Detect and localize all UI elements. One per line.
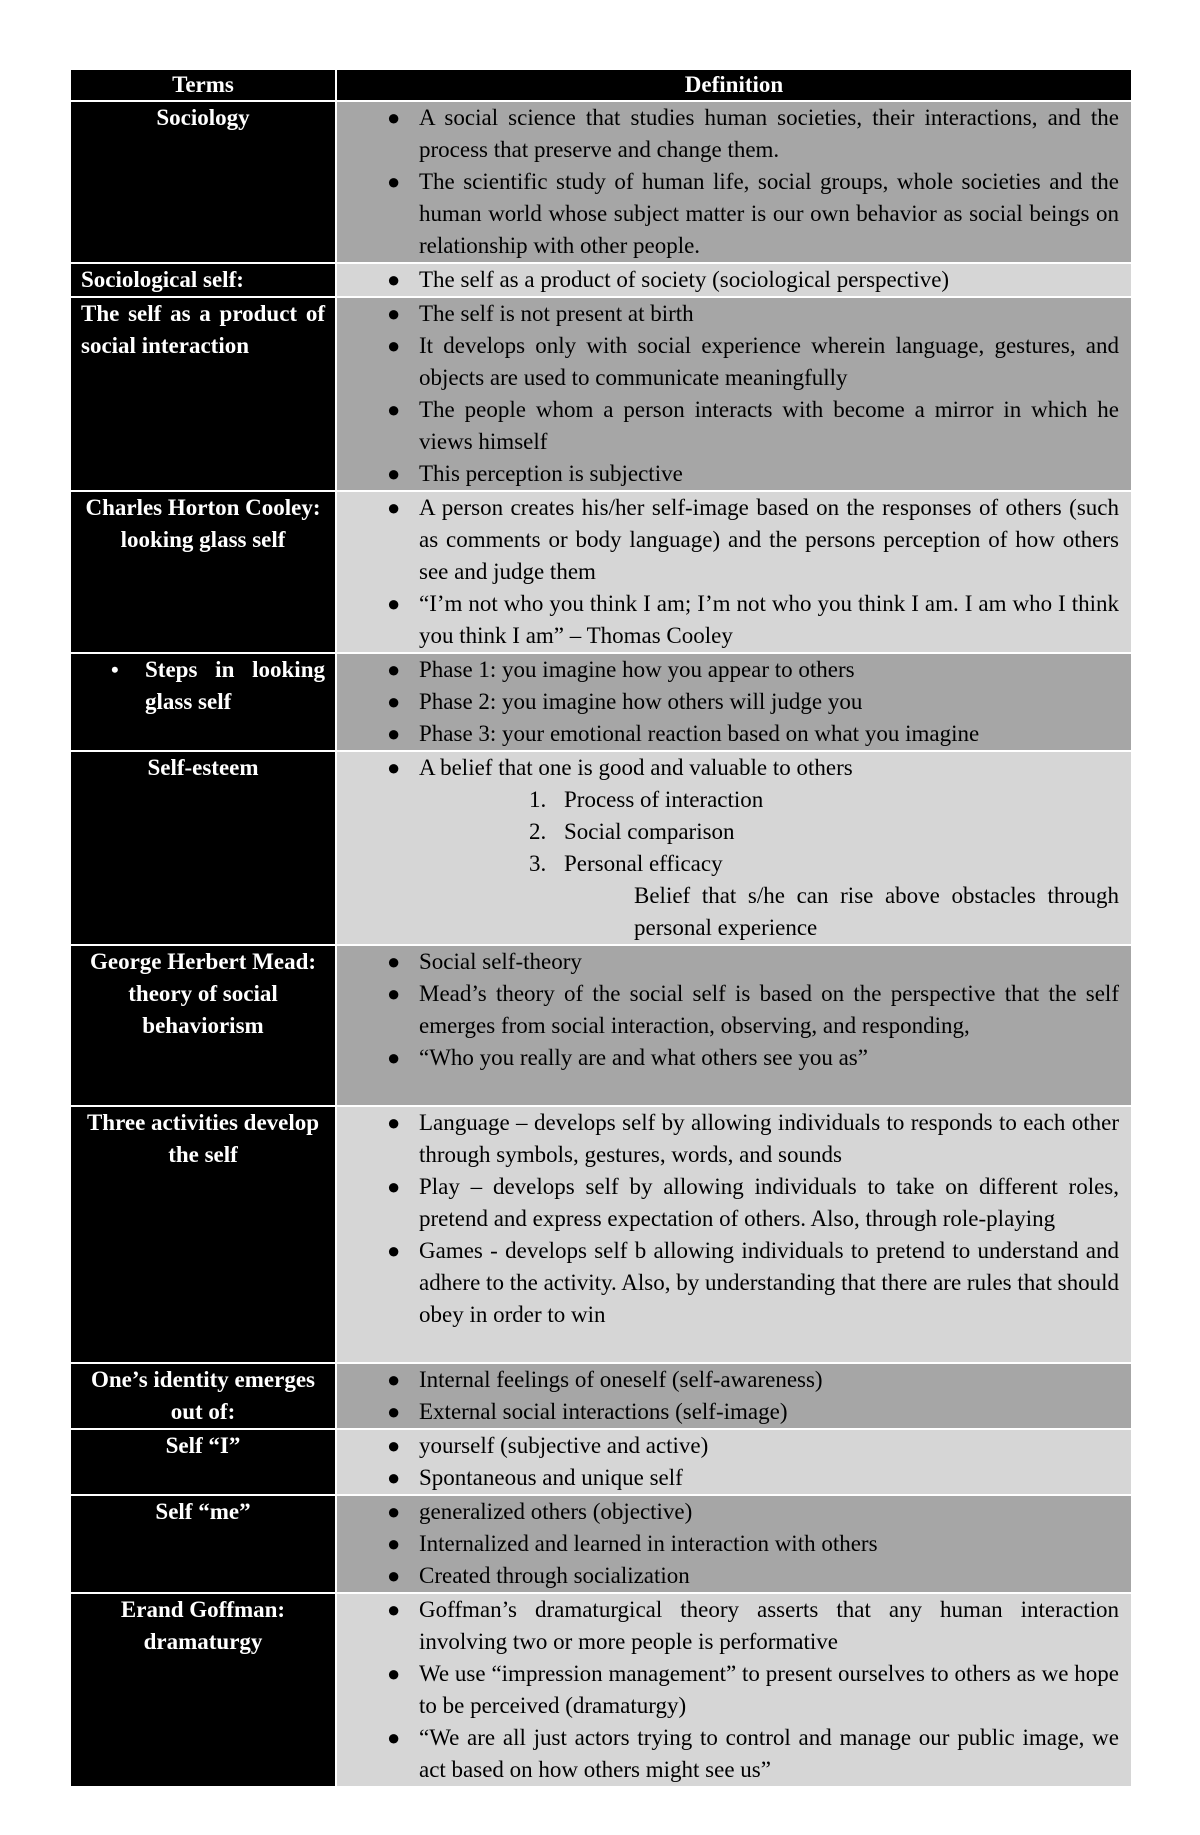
table-row (71, 263, 1131, 297)
bullet-icon: ● (387, 981, 401, 1006)
bullet-text: Phase 2: you imagine how others will judge you (419, 689, 863, 714)
bullet-text: The self as a product of society (sociological perspective) (419, 267, 950, 292)
bullet-text: A social science that studies human societies, their interactions, and the process that preserve and change them. (419, 105, 1119, 162)
definition-bullet (349, 654, 1119, 686)
definition-bullet (349, 1042, 1119, 1074)
header-definition: Definition (336, 70, 1131, 101)
definition-bullet (349, 1462, 1119, 1494)
bullet-icon: ● (387, 1045, 401, 1070)
bullet-icon: ● (387, 495, 401, 520)
definition-bullet (349, 1107, 1119, 1171)
bullet-icon: ● (387, 333, 401, 358)
bullet-text: A person creates his/her self-image based on the responses of others (such as comments or body language) and the persons perception of how others see and judge them (419, 495, 1119, 584)
definition-bullet (349, 298, 1119, 330)
table-row (71, 1593, 1131, 1787)
bullet-icon: ● (387, 721, 401, 746)
bullet-icon: ● (387, 1238, 401, 1263)
definition-bullet (349, 718, 1119, 750)
header-row (71, 70, 1131, 101)
bullet-icon: ● (387, 591, 401, 616)
bullet-text: The scientific study of human life, social groups, whole societies and the human world whose subject matter is our own behavior as social beings on relationship with other people. (419, 169, 1119, 258)
item-number: 1. (529, 787, 547, 812)
bullet-icon: ● (387, 397, 401, 422)
definition-bullet (349, 1560, 1119, 1592)
definition-cell (336, 1495, 1131, 1593)
term-cell (71, 297, 336, 491)
definition-bullet (349, 946, 1119, 978)
item-number: 3. (529, 851, 547, 876)
bullet-text: “Who you really are and what others see you as” (419, 1045, 868, 1070)
bullet-text: “I’m not who you think I am; I’m not who you think I am. I am who I think you think I am” – Thomas Cooley (419, 591, 1119, 648)
definition-bullet (349, 458, 1119, 490)
term-cell: Self “I” (71, 1429, 336, 1495)
bullet-text: Language – develops self by allowing individuals to responds to each other through symbols, gestures, words, and sounds (419, 1110, 1119, 1167)
term-cell: George Herbert Mead: theory of social behaviorism (71, 945, 336, 1106)
term-cell: Self-esteem (71, 751, 336, 945)
bullet-icon: ● (387, 755, 401, 780)
definition-bullet (349, 588, 1119, 652)
term-cell: One’s identity emerges out of: (71, 1363, 336, 1429)
term-cell: Erand Goffman: dramaturgy (71, 1593, 336, 1787)
definition-bullet (349, 1396, 1119, 1428)
table-row (71, 491, 1131, 653)
definition-cell (336, 297, 1131, 491)
item-text: Process of interaction (564, 787, 764, 812)
numbered-item (349, 816, 1119, 848)
definition-cell (336, 263, 1131, 297)
term-cell: Three activities develop the self (71, 1106, 336, 1363)
bullet-icon: ● (387, 1399, 401, 1424)
definition-bullet (349, 492, 1119, 588)
bullet-text: “We are all just actors trying to control and manage our public image, we act based on how others might see us” (419, 1725, 1119, 1782)
term-cell: Sociology (71, 101, 336, 263)
numbered-item (349, 784, 1119, 816)
bullet-text: Phase 1: you imagine how you appear to others (419, 657, 855, 682)
definition-bullet (349, 330, 1119, 394)
definition-cell (336, 1429, 1131, 1495)
definition-cell (336, 1363, 1131, 1429)
bullet-text: Created through socialization (419, 1563, 690, 1588)
bullet-icon: ● (387, 1433, 401, 1458)
definition-bullet (349, 1430, 1119, 1462)
bullet-text: It develops only with social experience wherein language, gestures, and objects are used to communicate meaningfully (419, 333, 1119, 390)
definition-cell (336, 491, 1131, 653)
header-terms: Terms (71, 70, 336, 101)
terms-table (71, 70, 1131, 1788)
bullet-icon: ● (387, 1661, 401, 1686)
bullet-icon: ● (387, 1563, 401, 1588)
bullet-text: External social interactions (self-image) (419, 1399, 788, 1424)
bullet-icon: ● (387, 1531, 401, 1556)
bullet-icon: ● (387, 689, 401, 714)
term-cell: Charles Horton Cooley: looking glass self (71, 491, 336, 653)
definition-cell (336, 101, 1131, 263)
self-esteem-note: Belief that s/he can rise above obstacles through personal experience (634, 883, 1119, 940)
item-number: 2. (529, 819, 547, 844)
term-cell (71, 653, 336, 751)
definition-bullet (349, 394, 1119, 458)
definition-bullet (349, 102, 1119, 166)
term-cell: Self “me” (71, 1495, 336, 1593)
bullet-text: Phase 3: your emotional reaction based on what you imagine (419, 721, 980, 746)
bullet-text: Mead’s theory of the social self is based on the perspective that the self emerges from social interaction, observing, and responding, (419, 981, 1119, 1038)
bullet-text: Internalized and learned in interaction with others (419, 1531, 878, 1556)
bullet-text: Games - develops self b allowing individuals to pretend to understand and adhere to the activity. Also, by understanding that there are rules that should obey in order to win (419, 1238, 1119, 1327)
definition-bullet (349, 978, 1119, 1042)
table-row (71, 297, 1131, 491)
bullet-icon: ● (387, 1367, 401, 1392)
definition-bullet (349, 752, 1119, 784)
definition-bullet (349, 1658, 1119, 1722)
term-cell: Sociological self: (71, 263, 336, 297)
bullet-icon: ● (387, 1465, 401, 1490)
definition-bullet (349, 1235, 1119, 1331)
table-row (71, 1106, 1131, 1363)
bullet-icon: ● (387, 105, 401, 130)
bullet-icon: ● (387, 267, 401, 292)
bullet-text: The self is not present at birth (419, 301, 694, 326)
bullet-icon: ● (387, 1174, 401, 1199)
definition-bullet (349, 1528, 1119, 1560)
definition-bullet (349, 1496, 1119, 1528)
bullet-icon: • (111, 657, 119, 682)
bullet-text: The people whom a person interacts with become a mirror in which he views himself (419, 397, 1119, 454)
definition-cell (336, 751, 1131, 945)
bullet-icon: ● (387, 1499, 401, 1524)
numbered-item (349, 848, 1119, 880)
table-row (71, 653, 1131, 751)
bullet-text: Goffman’s dramaturgical theory asserts that any human interaction involving two or more people is performative (419, 1597, 1119, 1654)
bullet-icon: ● (387, 657, 401, 682)
table-row (71, 751, 1131, 945)
bullet-icon: ● (387, 1725, 401, 1750)
definition-bullet (349, 166, 1119, 262)
bullet-icon: ● (387, 461, 401, 486)
term-text: Steps in looking glass self (145, 657, 325, 714)
bullet-icon: ● (387, 1110, 401, 1135)
definition-bullet (349, 686, 1119, 718)
bullet-text: Spontaneous and unique self (419, 1465, 683, 1490)
definition-bullet (349, 1722, 1119, 1786)
document-page (71, 70, 1131, 1788)
term-text: The self as a product of social interaction (81, 301, 325, 358)
bullet-text: Play – develops self by allowing individuals to take on different roles, pretend and express expectation of others. Also, through role-playing (419, 1174, 1119, 1231)
item-text: Social comparison (564, 819, 735, 844)
bullet-icon: ● (387, 169, 401, 194)
bullet-text: generalized others (objective) (419, 1499, 693, 1524)
table-row (71, 1429, 1131, 1495)
definition-bullet (349, 1171, 1119, 1235)
definition-bullet (349, 1364, 1119, 1396)
bullet-text: This perception is subjective (419, 461, 683, 486)
bullet-text: A belief that one is good and valuable to others (419, 755, 853, 780)
bullet-text: yourself (subjective and active) (419, 1433, 709, 1458)
table-row (71, 1495, 1131, 1593)
bullet-text: We use “impression management” to present ourselves to others as we hope to be perceived (dramaturgy) (419, 1661, 1119, 1718)
definition-bullet (349, 264, 1119, 296)
bullet-icon: ● (387, 301, 401, 326)
bullet-text: Social self-theory (419, 949, 582, 974)
table-row (71, 945, 1131, 1106)
numbered-list (349, 784, 1119, 880)
definition-cell (336, 1593, 1131, 1787)
bullet-icon: ● (387, 949, 401, 974)
definition-cell (336, 1106, 1131, 1363)
definition-cell (336, 945, 1131, 1106)
definition-cell (336, 653, 1131, 751)
bullet-icon: ● (387, 1597, 401, 1622)
definition-bullet (349, 1594, 1119, 1658)
bullet-text: Internal feelings of oneself (self-awareness) (419, 1367, 823, 1392)
table-row (71, 1363, 1131, 1429)
item-text: Personal efficacy (564, 851, 723, 876)
table-row (71, 101, 1131, 263)
